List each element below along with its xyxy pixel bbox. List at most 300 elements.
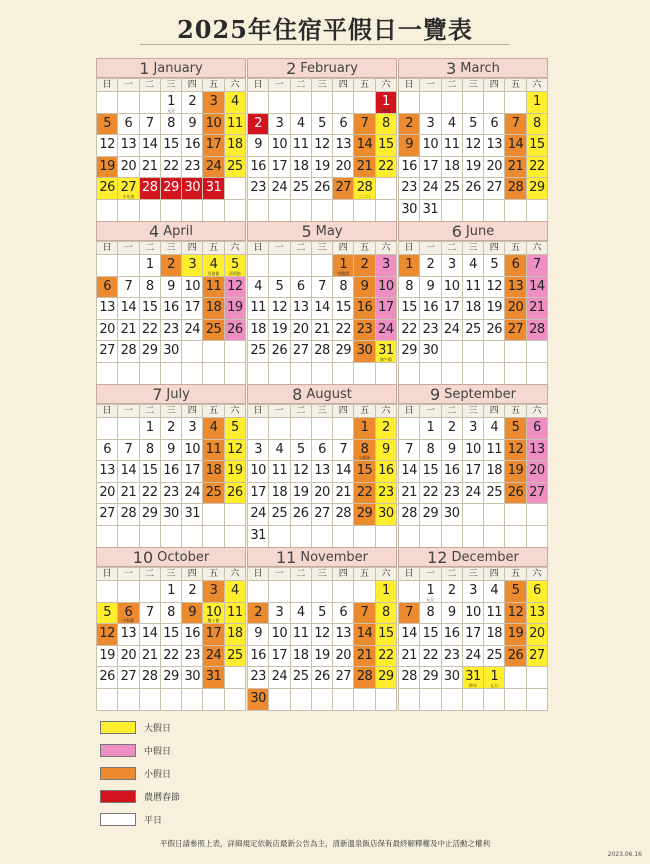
day-number: 16 <box>250 158 266 174</box>
day-number: 23 <box>250 180 266 196</box>
day-number: 22 <box>141 321 158 337</box>
day-number: 11 <box>227 115 243 131</box>
legend-label: 小假日 <box>144 769 172 780</box>
day-cell <box>420 483 441 505</box>
day-number: 24 <box>205 158 222 174</box>
empty-cell <box>463 689 484 711</box>
title-divider <box>140 44 510 45</box>
day-cell <box>527 483 548 505</box>
weekday-header: 六 <box>527 79 548 92</box>
empty-cell <box>225 504 246 526</box>
day-cell <box>140 504 161 526</box>
day-number: 15 <box>422 626 439 642</box>
month-june <box>398 221 548 385</box>
empty-cell <box>527 200 548 222</box>
empty-cell <box>118 581 139 603</box>
day-cell <box>442 581 463 603</box>
weekday-header: 一 <box>269 405 290 418</box>
empty-cell <box>354 526 375 548</box>
month-name: January <box>153 60 203 76</box>
day-cell <box>505 646 526 668</box>
day-cell <box>248 461 269 483</box>
day-cell <box>118 178 139 200</box>
day-cell <box>140 483 161 505</box>
month-number: 3 <box>446 58 457 78</box>
day-number: 26 <box>314 180 330 196</box>
day-cell <box>225 418 246 440</box>
day-number: 21 <box>120 321 137 337</box>
day-number: 16 <box>250 647 266 663</box>
day-number: 15 <box>141 300 158 316</box>
empty-cell <box>291 255 312 277</box>
day-number: 21 <box>507 158 524 174</box>
empty-cell <box>442 200 463 222</box>
day-cell <box>420 581 441 603</box>
day-cell <box>140 320 161 342</box>
day-cell <box>269 483 290 505</box>
empty-cell <box>225 689 246 711</box>
empty-cell <box>333 200 354 222</box>
day-number: 15 <box>401 300 417 316</box>
day-number: 24 <box>465 647 481 663</box>
day-number: 10 <box>250 463 266 479</box>
weekday-header: 日 <box>399 242 420 255</box>
empty-cell <box>269 581 290 603</box>
day-number: 10 <box>465 604 481 620</box>
day-number: 29 <box>529 180 545 196</box>
day-cell <box>97 461 118 483</box>
day-cell <box>420 461 441 483</box>
month-header <box>96 221 246 241</box>
weekday-header: 一 <box>269 79 290 92</box>
empty-cell <box>140 526 161 548</box>
day-cell <box>420 624 441 646</box>
day-cell <box>463 157 484 179</box>
empty-cell <box>118 255 139 277</box>
empty-cell <box>269 200 290 222</box>
weekday-header: 六 <box>225 568 246 581</box>
day-cell <box>354 157 375 179</box>
day-cell <box>97 178 118 200</box>
day-number: 31 <box>465 669 481 685</box>
day-number: 13 <box>529 604 545 620</box>
day-number: 2 <box>405 115 414 131</box>
weekday-header: 一 <box>269 568 290 581</box>
day-number: 11 <box>292 137 309 153</box>
day-cell <box>333 440 354 462</box>
day-number: 20 <box>529 626 545 642</box>
empty-cell <box>463 526 484 548</box>
empty-cell <box>505 92 526 114</box>
day-cell <box>225 461 246 483</box>
weekday-header: 二 <box>291 79 312 92</box>
day-number: 1 <box>381 583 390 598</box>
day-cell <box>140 603 161 625</box>
day-cell <box>269 320 290 342</box>
day-cell <box>420 255 441 277</box>
day-number: 15 <box>141 463 158 479</box>
weekday-header: 四 <box>484 242 505 255</box>
empty-cell <box>505 526 526 548</box>
empty-cell <box>399 363 420 385</box>
day-note: 初四 <box>381 107 390 113</box>
day-number: 14 <box>507 137 524 153</box>
day-number: 30 <box>378 506 394 522</box>
day-cell <box>225 92 246 114</box>
day-cell <box>505 603 526 625</box>
day-cell <box>505 277 526 299</box>
day-number: 8 <box>532 115 541 131</box>
day-number: 8 <box>167 604 175 620</box>
day-cell <box>463 418 484 440</box>
day-number: 25 <box>271 506 288 522</box>
day-number: 14 <box>314 300 330 316</box>
month-number: 7 <box>152 384 163 404</box>
day-number: 4 <box>490 420 499 435</box>
weekday-header: 五 <box>505 242 526 255</box>
day-cell <box>376 603 397 625</box>
empty-cell <box>420 363 441 385</box>
month-number: 9 <box>429 384 441 404</box>
day-cell <box>291 603 312 625</box>
weekday-header: 日 <box>248 79 269 92</box>
day-number: 20 <box>292 321 309 337</box>
day-number: 25 <box>205 321 222 337</box>
weekday-header: 四 <box>333 242 354 255</box>
day-number: 2 <box>254 604 263 620</box>
day-number: 18 <box>227 626 243 642</box>
weekday-header: 日 <box>248 405 269 418</box>
day-number: 27 <box>486 180 503 196</box>
day-cell <box>182 667 203 689</box>
day-number: 7 <box>360 604 369 620</box>
day-number: 26 <box>314 669 330 685</box>
empty-cell <box>269 255 290 277</box>
day-number: 30 <box>356 343 373 359</box>
day-number: 26 <box>227 321 243 337</box>
page-title: 2025年住宿平假日一覽表 <box>177 15 473 44</box>
day-number: 13 <box>292 300 309 316</box>
day-cell <box>420 178 441 200</box>
weekday-header: 一 <box>420 405 441 418</box>
empty-cell <box>97 255 118 277</box>
day-number: 8 <box>167 115 175 131</box>
day-number: 6 <box>296 278 305 294</box>
day-number: 4 <box>447 115 456 131</box>
day-number: 7 <box>318 278 326 294</box>
day-number: 19 <box>99 647 115 663</box>
day-number: 20 <box>529 463 545 479</box>
day-cell <box>463 624 484 646</box>
day-cell <box>203 603 224 625</box>
empty-cell <box>527 341 548 363</box>
day-number: 29 <box>141 343 158 359</box>
day-cell <box>333 178 354 200</box>
day-cell <box>248 603 269 625</box>
day-number: 29 <box>378 669 394 685</box>
day-cell <box>333 461 354 483</box>
empty-cell <box>97 526 118 548</box>
day-number: 28 <box>120 343 137 359</box>
day-number: 20 <box>120 158 137 174</box>
day-number: 23 <box>163 484 179 500</box>
day-number: 9 <box>447 441 456 457</box>
day-cell <box>442 255 463 277</box>
day-number: 11 <box>205 278 222 294</box>
day-cell <box>248 526 269 548</box>
day-number: 19 <box>292 484 309 500</box>
day-cell <box>97 646 118 668</box>
day-cell <box>291 135 312 157</box>
weekday-header: 三 <box>312 568 333 581</box>
day-cell <box>291 277 312 299</box>
day-cell <box>203 178 224 200</box>
day-cell <box>312 440 333 462</box>
month-name: December <box>451 549 519 565</box>
day-number: 25 <box>486 647 503 663</box>
day-number: 19 <box>227 300 243 316</box>
day-note: 清明節 <box>228 270 241 276</box>
empty-cell <box>442 92 463 114</box>
day-number: 8 <box>145 441 154 457</box>
weekday-header: 六 <box>376 405 397 418</box>
day-number: 28 <box>529 321 545 337</box>
month-header <box>247 384 397 404</box>
weekday-header: 三 <box>312 242 333 255</box>
month-number: 6 <box>451 221 462 241</box>
day-number: 29 <box>401 343 417 359</box>
day-cell <box>118 646 139 668</box>
day-cell <box>484 277 505 299</box>
day-cell <box>442 320 463 342</box>
weekday-header: 三 <box>161 79 182 92</box>
day-cell <box>203 624 224 646</box>
day-cell <box>203 418 224 440</box>
day-number: 23 <box>443 647 460 663</box>
legend-label: 平日 <box>144 815 163 826</box>
day-number: 1 <box>426 420 435 435</box>
day-number: 17 <box>271 647 288 663</box>
empty-cell <box>291 200 312 222</box>
weekday-header: 二 <box>291 405 312 418</box>
day-cell <box>442 667 463 689</box>
weekday-header: 五 <box>505 405 526 418</box>
day-cell <box>505 178 526 200</box>
month-header <box>247 221 397 241</box>
day-cell <box>203 483 224 505</box>
day-number: 25 <box>292 180 309 196</box>
day-cell <box>505 255 526 277</box>
day-cell <box>484 667 505 689</box>
legend-swatch <box>100 790 136 803</box>
day-number: 30 <box>184 669 201 685</box>
day-number: 9 <box>426 278 435 294</box>
day-number: 1 <box>532 94 541 109</box>
day-number: 28 <box>141 180 158 196</box>
day-number: 1 <box>426 583 435 598</box>
day-cell <box>333 277 354 299</box>
day-number: 2 <box>381 420 390 435</box>
empty-cell <box>527 689 548 711</box>
empty-cell <box>463 363 484 385</box>
day-cell <box>291 157 312 179</box>
day-cell <box>420 320 441 342</box>
empty-cell <box>333 526 354 548</box>
day-cell <box>505 461 526 483</box>
day-number: 18 <box>227 137 243 153</box>
day-number: 6 <box>511 257 520 272</box>
empty-cell <box>527 504 548 526</box>
day-cell <box>291 504 312 526</box>
day-cell <box>333 504 354 526</box>
day-number: 14 <box>401 626 417 642</box>
day-cell <box>312 483 333 505</box>
day-cell <box>463 298 484 320</box>
month-days-grid <box>398 404 548 548</box>
day-number: 4 <box>209 420 218 435</box>
day-cell <box>442 114 463 136</box>
day-cell <box>463 483 484 505</box>
weekday-header: 六 <box>225 242 246 255</box>
month-name: February <box>300 60 358 76</box>
day-cell <box>182 603 203 625</box>
day-note: 元旦 <box>426 596 435 602</box>
empty-cell <box>399 581 420 603</box>
empty-cell <box>484 341 505 363</box>
day-cell <box>312 114 333 136</box>
day-cell <box>399 135 420 157</box>
empty-cell <box>269 526 290 548</box>
day-number: 26 <box>486 321 503 337</box>
day-cell <box>203 157 224 179</box>
day-number: 21 <box>141 158 158 174</box>
day-cell <box>399 320 420 342</box>
day-cell <box>420 277 441 299</box>
day-number: 16 <box>356 300 373 316</box>
day-cell <box>463 320 484 342</box>
day-cell <box>118 624 139 646</box>
day-cell <box>484 320 505 342</box>
day-cell <box>399 504 420 526</box>
empty-cell <box>354 92 375 114</box>
month-january <box>96 58 246 222</box>
day-cell <box>420 298 441 320</box>
day-number: 27 <box>99 506 115 522</box>
day-number: 27 <box>314 506 330 522</box>
day-number: 19 <box>314 647 330 663</box>
empty-cell <box>225 178 246 200</box>
day-cell <box>463 277 484 299</box>
day-cell <box>248 504 269 526</box>
day-cell <box>161 114 182 136</box>
day-number: 8 <box>145 278 154 294</box>
day-number: 18 <box>205 463 222 479</box>
day-cell <box>225 320 246 342</box>
day-number: 31 <box>205 180 222 196</box>
day-cell <box>399 298 420 320</box>
month-november <box>247 547 397 711</box>
day-number: 26 <box>292 506 309 522</box>
day-number: 25 <box>292 669 309 685</box>
day-cell <box>505 157 526 179</box>
day-number: 11 <box>227 604 243 620</box>
day-cell <box>182 320 203 342</box>
day-cell <box>505 581 526 603</box>
day-number: 7 <box>532 257 541 272</box>
empty-cell <box>505 341 526 363</box>
day-number: 2 <box>167 257 175 272</box>
day-cell <box>442 483 463 505</box>
day-number: 31 <box>205 669 222 685</box>
day-number: 6 <box>339 115 348 131</box>
day-number: 4 <box>209 257 218 272</box>
day-cell <box>463 255 484 277</box>
day-number: 12 <box>314 137 330 153</box>
empty-cell <box>505 363 526 385</box>
day-cell <box>269 624 290 646</box>
day-number: 7 <box>360 115 369 131</box>
month-days-grid <box>247 78 397 222</box>
day-cell <box>354 504 375 526</box>
day-number: 23 <box>163 321 179 337</box>
day-number: 10 <box>465 441 481 457</box>
empty-cell <box>333 689 354 711</box>
day-number: 23 <box>184 647 201 663</box>
day-number: 16 <box>184 626 201 642</box>
month-header <box>96 547 246 567</box>
empty-cell <box>140 200 161 222</box>
day-cell <box>225 157 246 179</box>
day-number: 30 <box>422 343 439 359</box>
day-number: 29 <box>163 669 179 685</box>
day-number: 8 <box>426 604 435 620</box>
day-cell <box>118 135 139 157</box>
empty-cell <box>354 363 375 385</box>
day-number: 10 <box>205 604 222 620</box>
empty-cell <box>118 689 139 711</box>
day-cell <box>248 157 269 179</box>
month-number: 5 <box>301 221 312 241</box>
empty-cell <box>182 200 203 222</box>
day-cell <box>203 298 224 320</box>
legend-item <box>100 764 171 782</box>
day-number: 20 <box>99 484 115 500</box>
empty-cell <box>312 526 333 548</box>
day-cell <box>463 603 484 625</box>
weekday-header: 三 <box>312 405 333 418</box>
day-cell <box>420 504 441 526</box>
day-number: 25 <box>205 484 222 500</box>
day-cell <box>399 341 420 363</box>
day-number: 3 <box>426 115 435 131</box>
empty-cell <box>484 92 505 114</box>
day-cell <box>463 461 484 483</box>
day-number: 23 <box>378 484 394 500</box>
day-number: 23 <box>356 321 373 337</box>
day-number: 20 <box>335 158 352 174</box>
weekday-header: 三 <box>463 568 484 581</box>
day-number: 13 <box>529 441 545 457</box>
day-number: 18 <box>292 158 309 174</box>
weekday-header: 五 <box>203 242 224 255</box>
day-number: 2 <box>167 420 175 435</box>
empty-cell <box>97 689 118 711</box>
day-number: 5 <box>469 115 477 131</box>
day-cell <box>527 178 548 200</box>
day-cell <box>182 581 203 603</box>
day-cell <box>248 298 269 320</box>
day-number: 13 <box>507 278 524 294</box>
